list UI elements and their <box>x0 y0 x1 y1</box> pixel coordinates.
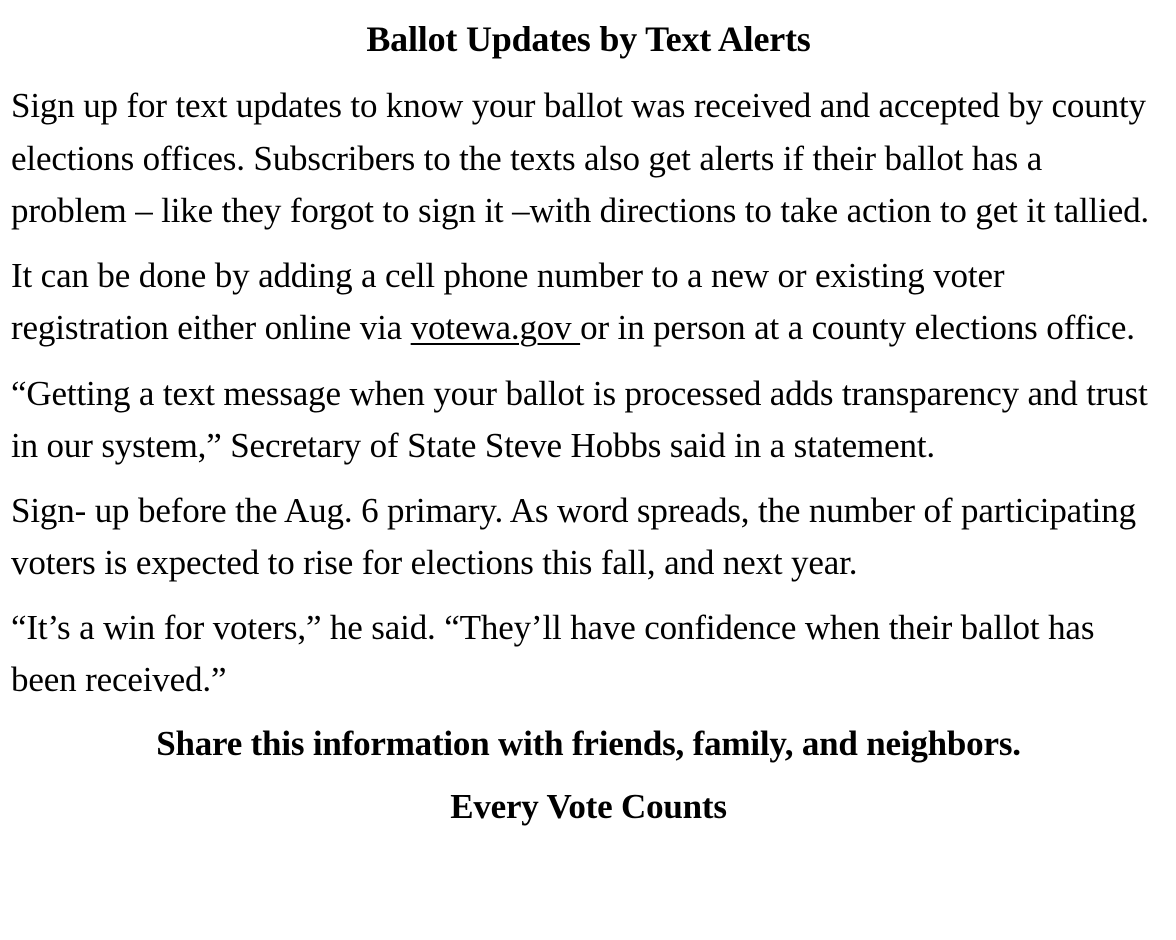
paragraph-how-to-sign-up <box>11 250 1166 355</box>
motto-heading: Every Vote Counts <box>450 786 727 826</box>
paragraph-primary-deadline: Sign- up before the Aug. 6 primary. As word spreads, the number of participating voters is expected to rise for elections this fall, and next year. <box>11 490 1136 582</box>
paragraph-text-updates: Sign up for text updates to know your ballot was received and accepted by county elections offices. Subscribers to the texts also get alerts if their ballot has a problem – like they forgot to sign it –with directions to take action to get it tallied. <box>11 86 1150 230</box>
paragraph-text-before-link: It can be done by adding a cell phone number to a new or existing voter registration either online via <box>11 255 1005 347</box>
paragraph-text-after-link: or in person at a county elections office. <box>580 308 1135 347</box>
paragraph-win-for-voters: “It’s a win for voters,” he said. “They’ll have confidence when their ballot has been received.” <box>11 607 1095 699</box>
votewa-link[interactable]: votewa.gov <box>410 308 581 347</box>
document-title: Ballot Updates by Text Alerts <box>366 19 811 59</box>
paragraph-secretary-quote: “Getting a text message when your ballot is processed adds transparency and trust in our system,” Secretary of State Steve Hobbs said in a statement. <box>11 373 1148 465</box>
share-callout: Share this information with friends, family, and neighbors. <box>156 723 1021 763</box>
